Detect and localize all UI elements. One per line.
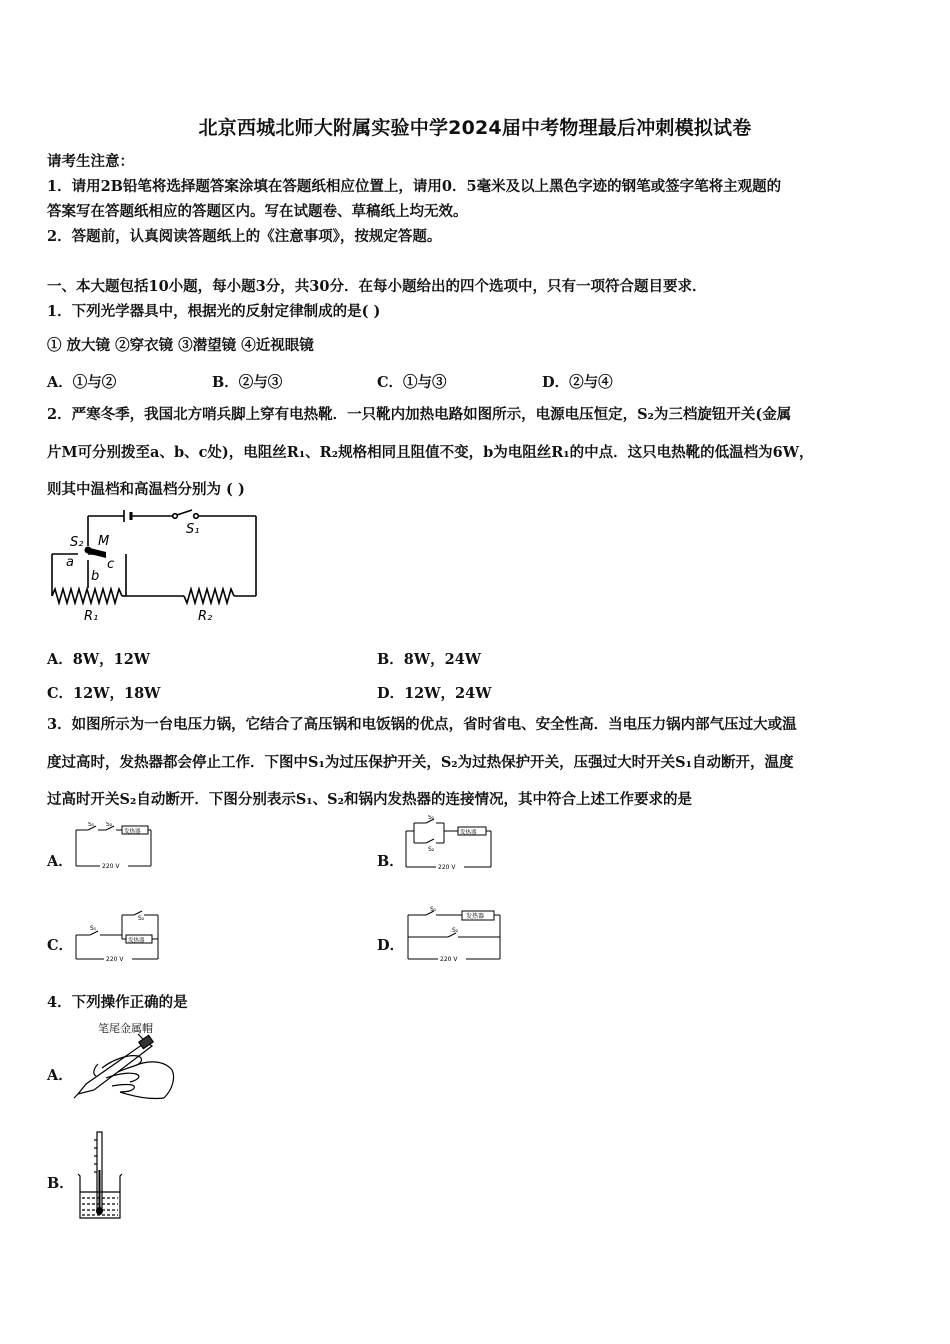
q1-stem: 1．下列光学器具中，根据光的反射定律制成的是( ) xyxy=(47,303,381,320)
label-s1: S₁ xyxy=(428,815,435,821)
label-voltage: 220 V xyxy=(440,956,458,963)
q3-option-b-circuit xyxy=(404,815,494,873)
q3-option-d-circuit xyxy=(404,905,504,965)
label-c: c xyxy=(107,557,115,572)
label-voltage: 220 V xyxy=(438,864,456,871)
q3-option-d-label: D． xyxy=(377,937,405,954)
q3-stem-line-2: 度过高时，发热器都会停止工作．下图中S₁为过压保护开关，S₂为过热保护开关，压强过大时开关S₁自动断开，温度 xyxy=(47,754,794,771)
q4-stem: 4．下列操作正确的是 xyxy=(47,994,188,1011)
q3-option-a-label: A． xyxy=(47,853,73,870)
label-s2: S₂ xyxy=(452,927,459,934)
notice-item-1-line-2: 答案写在答题纸相应的答题区内。写在试题卷、草稿纸上均无效。 xyxy=(47,203,468,220)
pen-caption: 笔尾金属帽 xyxy=(98,1022,153,1035)
q4-option-b-image xyxy=(72,1130,128,1224)
q3-option-c-circuit xyxy=(74,905,164,963)
notice-item-1-line-1: 1．请用2B铅笔将选择题答案涂填在答题纸相应位置上，请用0．5毫米及以上黑色字迹的钢笔或签字笔将主观题的 xyxy=(47,178,782,195)
q2-stem-line-2: 片M可分别拨至a、b、c处)，电阻丝R₁、R₂规格相同且阻值不变，b为电阻丝R₁的中点．这只电热靴的低温档为6W， xyxy=(47,444,814,461)
q1-option-a: A．①与② xyxy=(47,374,117,391)
label-s1: S₁ xyxy=(90,925,97,932)
label-m: M xyxy=(98,534,110,549)
q4-option-a-label: A． xyxy=(47,1067,73,1084)
q4-option-a-image xyxy=(72,1020,180,1104)
q2-stem-line-1: 2．严寒冬季，我国北方哨兵脚上穿有电热靴．一只靴内加热电路如图所示，电源电压恒定，S₂为三档旋钮开关(金属 xyxy=(47,406,792,423)
q3-option-b-label: B． xyxy=(377,853,404,870)
section-heading: 一、本大题包括10小题，每小题3分，共30分．在每小题给出的四个选项中，只有一项符合题目要求． xyxy=(47,278,707,295)
q4-option-b-label: B． xyxy=(47,1175,74,1192)
q3-stem-line-1: 3．如图所示为一台电压力锅，它结合了高压锅和电饭锅的优点，省时省电、安全性高．当电压力锅内部气压过大或温 xyxy=(47,716,797,733)
q3-option-a-circuit xyxy=(74,822,154,872)
label-r2: R₂ xyxy=(198,609,213,624)
label-voltage: 220 V xyxy=(106,956,124,963)
notice-heading: 请考生注意： xyxy=(47,153,134,170)
label-heater: 发热器 xyxy=(466,913,485,920)
label-heater: 发热器 xyxy=(128,938,145,944)
q1-option-d: D．②与④ xyxy=(542,374,613,391)
label-s1: S₁ xyxy=(88,822,95,828)
q2-option-c: C．12W，18W xyxy=(47,685,161,702)
q2-option-d: D．12W，24W xyxy=(377,685,492,702)
label-a: a xyxy=(66,555,74,570)
label-heater: 发热器 xyxy=(460,830,477,836)
notice-item-2: 2．答题前，认真阅读答题纸上的《注意事项》，按规定答题。 xyxy=(47,228,442,245)
label-voltage: 220 V xyxy=(102,863,120,870)
label-b: b xyxy=(91,569,100,584)
q3-option-c-label: C． xyxy=(47,937,74,954)
label-s2: S₂ xyxy=(428,846,435,853)
label-r1: R₁ xyxy=(84,609,99,624)
q2-stem-line-3: 则其中温档和高温档分别为 ( ) xyxy=(47,481,245,498)
q3-stem-line-3: 过高时开关S₂自动断开．下图分别表示S₁、S₂和锅内发热器的连接情况，其中符合上述工作要求的是 xyxy=(47,791,692,808)
label-s2: S₂ xyxy=(106,822,113,828)
q2-option-b: B．8W，24W xyxy=(377,651,482,668)
label-s2: S₂ xyxy=(70,535,84,550)
q2-circuit-figure xyxy=(44,508,269,628)
label-s2: S₂ xyxy=(138,915,145,922)
q1-option-c: C．①与③ xyxy=(377,374,447,391)
label-s1: S₁ xyxy=(430,906,437,913)
q1-option-b: B．②与③ xyxy=(212,374,283,391)
label-s1: S₁ xyxy=(186,522,200,537)
page-title: 北京西城北师大附属实验中学2024届中考物理最后冲刺模拟试卷 xyxy=(198,117,752,139)
label-heater: 发热器 xyxy=(124,829,141,835)
q2-option-a: A．8W，12W xyxy=(47,651,151,668)
q1-items: ① 放大镜 ②穿衣镜 ③潜望镜 ④近视眼镜 xyxy=(47,337,314,354)
